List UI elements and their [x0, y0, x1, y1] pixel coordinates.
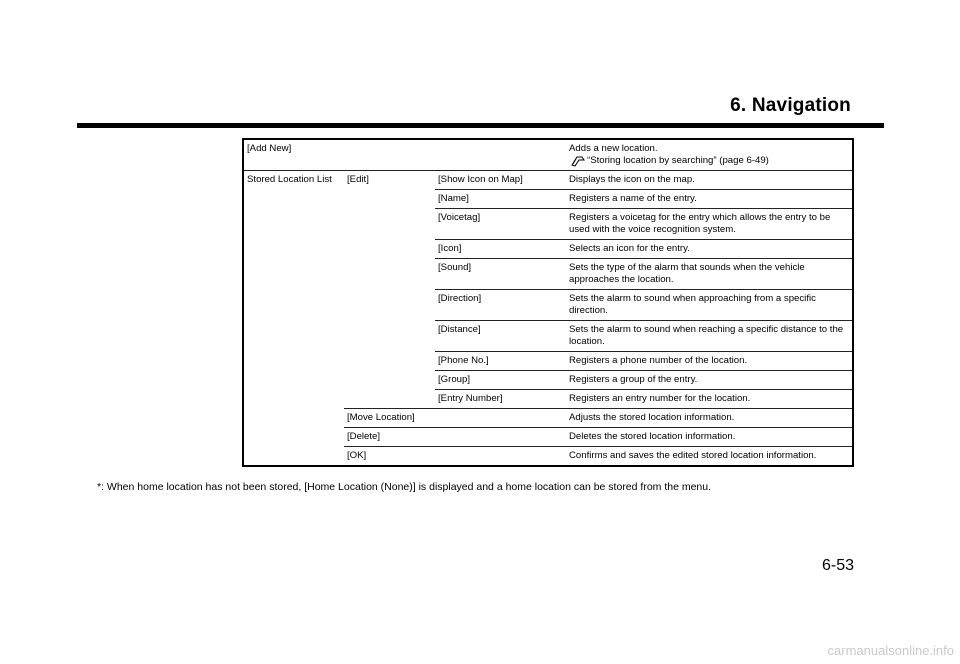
menu-table [242, 138, 854, 467]
ok-desc: Confirms and saves the edited stored location information. [566, 447, 853, 467]
section-title: 6. Navigation [730, 95, 851, 116]
move-location-desc: Adjusts the stored location information. [566, 409, 853, 428]
add-new-label: [Add New] [247, 143, 292, 154]
edit-item-label: [Direction] [435, 290, 566, 321]
edit-item-label: [Show Icon on Map] [435, 171, 566, 190]
edit-item-desc: Sets the alarm to sound when approaching from a specific direction. [566, 290, 853, 321]
table-row [243, 171, 853, 190]
edit-item-desc: Registers a phone number of the location. [566, 352, 853, 371]
edit-item-label: [Voicetag] [435, 209, 566, 240]
table-row [243, 139, 853, 171]
move-location-label: [Move Location] [344, 409, 566, 428]
edit-item-desc: Registers a voicetag for the entry which allows the entry to be used with the voice recognition system. [566, 209, 853, 240]
add-new-desc-text: Adds a new location. [569, 143, 658, 154]
edit-item-desc: Displays the icon on the map. [566, 171, 853, 190]
title-rule [77, 123, 884, 128]
edit-item-desc: Registers an entry number for the location. [566, 390, 853, 409]
edit-item-desc: Registers a name of the entry. [566, 190, 853, 209]
edit-item-label: [Group] [435, 371, 566, 390]
edit-item-label: [Entry Number] [435, 390, 566, 409]
edit-item-label: [Name] [435, 190, 566, 209]
footnote: *: When home location has not been stored, [Home Location (None)] is displayed and a home location can be stored from the menu. [97, 481, 712, 493]
edit-item-desc: Sets the alarm to sound when reaching a specific distance to the location. [566, 321, 853, 352]
page-number: 6-53 [821, 557, 854, 574]
edit-item-desc: Registers a group of the entry. [566, 371, 853, 390]
edit-item-label: [Phone No.] [435, 352, 566, 371]
edit-item-desc: Selects an icon for the entry. [566, 240, 853, 259]
edit-item-label: [Icon] [435, 240, 566, 259]
edit-item-label: [Distance] [435, 321, 566, 352]
ok-label: [OK] [344, 447, 566, 467]
reference-icon [571, 155, 585, 167]
page-reference [569, 155, 848, 167]
page-reference-text: “Storing location by searching” (page 6-49) [587, 155, 769, 166]
edit-item-desc: Sets the type of the alarm that sounds when the vehicle approaches the location. [566, 259, 853, 290]
edit-item-label: [Sound] [435, 259, 566, 290]
delete-desc: Deletes the stored location information. [566, 428, 853, 447]
stored-location-list-label: Stored Location List [243, 171, 344, 467]
edit-label: [Edit] [344, 171, 435, 409]
add-new-desc [566, 139, 853, 171]
watermark: carmanualsonline.info [827, 643, 954, 658]
delete-label: [Delete] [344, 428, 566, 447]
